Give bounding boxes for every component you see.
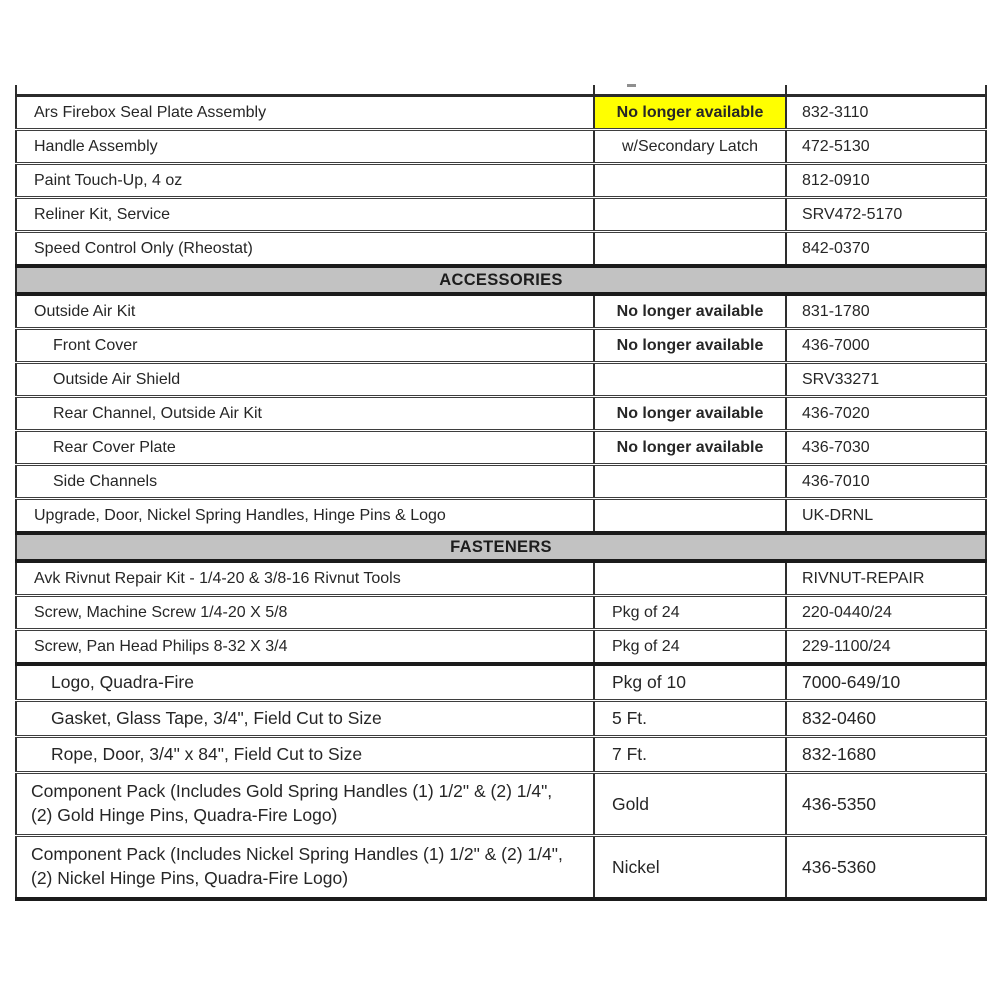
availability-note-cell: No longer available: [594, 397, 786, 431]
part-number-cell: SRV472-5170: [786, 198, 986, 232]
table-row: [16, 431, 986, 465]
availability-note-cell: w/Secondary Latch: [594, 130, 786, 164]
table-row: [16, 130, 986, 164]
table-row: [16, 96, 986, 130]
part-number-cell: 832-0460: [786, 701, 986, 737]
availability-note-cell: No longer available: [594, 294, 786, 329]
availability-note-cell: [594, 164, 786, 198]
part-description-cell: Front Cover: [16, 329, 594, 363]
part-description-cell: Ars Firebox Seal Plate Assembly: [16, 96, 594, 130]
availability-note-cell: Pkg of 24: [594, 596, 786, 630]
table-row: [16, 596, 986, 630]
part-number-cell: 472-5130: [786, 130, 986, 164]
part-description-cell: Reliner Kit, Service: [16, 198, 594, 232]
part-number-cell: UK-DRNL: [786, 499, 986, 534]
table-row: [16, 773, 986, 836]
table-row: [16, 232, 986, 267]
section-header-row: [16, 533, 986, 561]
part-number-cell: SRV33271: [786, 363, 986, 397]
part-description-cell: Screw, Pan Head Philips 8-32 X 3/4: [16, 630, 594, 665]
table-row: [16, 664, 986, 701]
table-row: [16, 737, 986, 773]
parts-table: [15, 85, 987, 901]
part-description-cell: Screw, Machine Screw 1/4-20 X 5/8: [16, 596, 594, 630]
part-description-cell: Avk Rivnut Repair Kit - 1/4-20 & 3/8-16 Rivnut Tools: [16, 561, 594, 596]
table-row: [16, 836, 986, 900]
part-number-cell: 220-0440/24: [786, 596, 986, 630]
section-header-label: ACCESSORIES: [16, 266, 986, 294]
part-description-cell: Upgrade, Door, Nickel Spring Handles, Hinge Pins & Logo: [16, 499, 594, 534]
availability-note-cell: Pkg of 24: [594, 630, 786, 665]
part-number-cell: 436-7010: [786, 465, 986, 499]
part-description-cell: Gasket, Glass Tape, 3/4", Field Cut to Size: [16, 701, 594, 737]
part-description-cell: Speed Control Only (Rheostat): [16, 232, 594, 267]
section-header-row: [16, 266, 986, 294]
table-row: [16, 329, 986, 363]
part-description-cell: Side Channels: [16, 465, 594, 499]
cut-off-cell: [16, 85, 594, 96]
part-number-cell: 832-1680: [786, 737, 986, 773]
table-row: [16, 499, 986, 534]
table-row: [16, 294, 986, 329]
part-description-cell: Outside Air Shield: [16, 363, 594, 397]
part-description-cell: Handle Assembly: [16, 130, 594, 164]
availability-note-cell: [594, 465, 786, 499]
part-number-cell: RIVNUT-REPAIR: [786, 561, 986, 596]
table-row: [16, 561, 986, 596]
availability-note-cell: No longer available: [594, 329, 786, 363]
part-description-cell: Rear Cover Plate: [16, 431, 594, 465]
part-description-cell: Component Pack (Includes Nickel Spring Handles (1) 1/2" & (2) 1/4", (2) Nickel Hinge Pins, Quadra-Fire Logo): [16, 836, 594, 900]
part-description-cell: Component Pack (Includes Gold Spring Handles (1) 1/2" & (2) 1/4", (2) Gold Hinge Pins, Quadra-Fire Logo): [16, 773, 594, 836]
part-number-cell: 831-1780: [786, 294, 986, 329]
availability-note-cell: Pkg of 10: [594, 664, 786, 701]
part-description-cell: Outside Air Kit: [16, 294, 594, 329]
part-description-cell: Rope, Door, 3/4" x 84", Field Cut to Size: [16, 737, 594, 773]
availability-note-cell: 7 Ft.: [594, 737, 786, 773]
table-row: [16, 363, 986, 397]
cut-off-cell: [594, 85, 786, 96]
availability-note-cell: [594, 561, 786, 596]
cut-off-cell: [786, 85, 986, 96]
table-row: [16, 465, 986, 499]
part-number-cell: 436-5360: [786, 836, 986, 900]
availability-note-cell: Gold: [594, 773, 786, 836]
part-number-cell: 812-0910: [786, 164, 986, 198]
part-number-cell: 7000-649/10: [786, 664, 986, 701]
table-row: [16, 630, 986, 665]
parts-table-container: [15, 85, 985, 901]
availability-note-cell: 5 Ft.: [594, 701, 786, 737]
availability-note-cell: Nickel: [594, 836, 786, 900]
section-header-label: FASTENERS: [16, 533, 986, 561]
part-description-cell: Paint Touch-Up, 4 oz: [16, 164, 594, 198]
cut-off-row: [16, 85, 986, 96]
part-number-cell: 842-0370: [786, 232, 986, 267]
part-description-cell: Rear Channel, Outside Air Kit: [16, 397, 594, 431]
part-number-cell: 436-7000: [786, 329, 986, 363]
part-number-cell: 229-1100/24: [786, 630, 986, 665]
availability-note-cell: No longer available: [594, 96, 786, 130]
part-number-cell: 832-3110: [786, 96, 986, 130]
availability-note-cell: [594, 499, 786, 534]
availability-note-cell: [594, 363, 786, 397]
table-row: [16, 164, 986, 198]
availability-note-cell: [594, 198, 786, 232]
cropped-text-remnant: [627, 84, 636, 87]
part-description-cell: Logo, Quadra-Fire: [16, 664, 594, 701]
table-row: [16, 397, 986, 431]
part-number-cell: 436-7020: [786, 397, 986, 431]
part-number-cell: 436-5350: [786, 773, 986, 836]
availability-note-cell: [594, 232, 786, 267]
table-row: [16, 198, 986, 232]
table-row: [16, 701, 986, 737]
part-number-cell: 436-7030: [786, 431, 986, 465]
availability-note-cell: No longer available: [594, 431, 786, 465]
